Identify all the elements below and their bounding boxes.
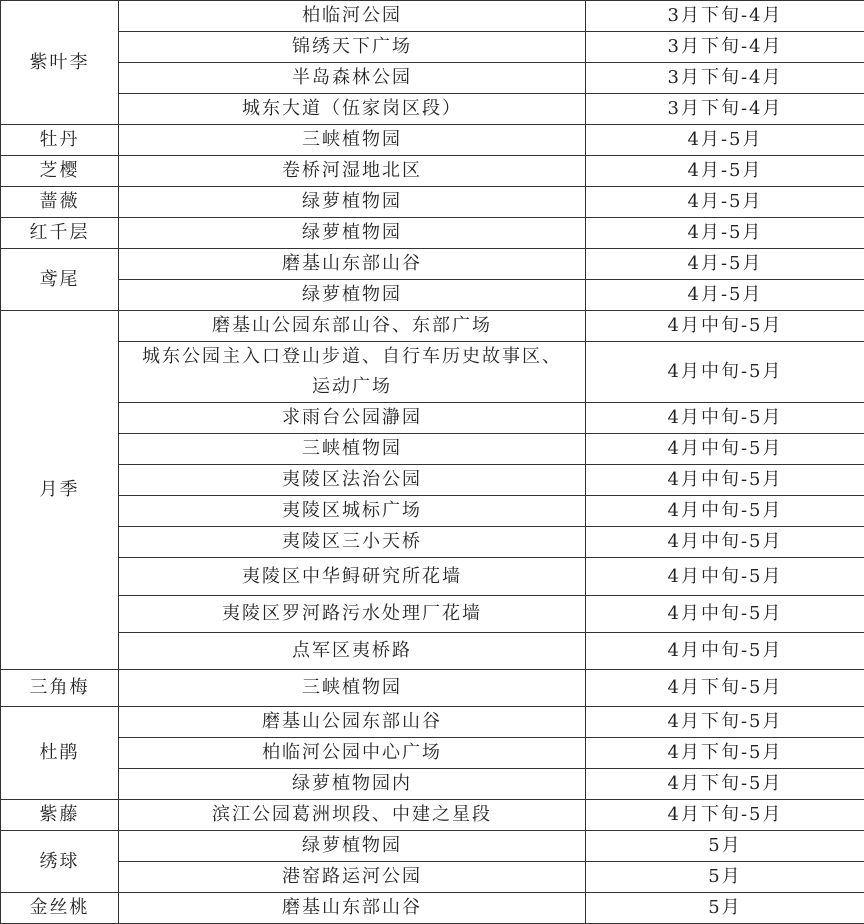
flower-name-cell: 牡丹	[1, 125, 119, 156]
location-cell: 柏临河公园	[119, 1, 586, 32]
location-cell: 求雨台公园瀞园	[119, 403, 586, 434]
location-cell: 锦绣天下广场	[119, 32, 586, 63]
table-row	[1, 465, 864, 496]
bloom-period-cell: 4月下旬-5月	[586, 707, 864, 738]
location-cell: 夷陵区中华鲟研究所花墙	[119, 558, 586, 596]
table-row	[1, 32, 864, 63]
bloom-period-cell: 4月中旬-5月	[586, 311, 864, 342]
table-row	[1, 831, 864, 862]
table-row	[1, 403, 864, 434]
location-cell: 夷陵区罗河路污水处理厂花墙	[119, 596, 586, 633]
table-row	[1, 862, 864, 893]
bloom-period-cell: 5月	[586, 893, 864, 924]
location-cell: 磨基山公园东部山谷	[119, 707, 586, 738]
flower-name-cell: 绣球	[1, 831, 119, 893]
flower-name-cell: 三角梅	[1, 670, 119, 707]
location-cell: 绿萝植物园内	[119, 769, 586, 800]
flower-name-cell: 月季	[1, 311, 119, 670]
bloom-period-cell: 4月下旬-5月	[586, 738, 864, 769]
bloom-period-cell: 4月下旬-5月	[586, 670, 864, 707]
table-row	[1, 94, 864, 125]
bloom-period-cell: 4月中旬-5月	[586, 434, 864, 465]
location-cell: 绿萝植物园	[119, 831, 586, 862]
bloom-period-cell: 4月中旬-5月	[586, 558, 864, 596]
location-cell: 磨基山东部山谷	[119, 249, 586, 280]
table-row	[1, 527, 864, 558]
table-row	[1, 800, 864, 831]
bloom-period-cell: 4月-5月	[586, 156, 864, 187]
location-cell: 绿萝植物园	[119, 187, 586, 218]
location-cell: 港窑路运河公园	[119, 862, 586, 893]
flower-name-cell: 鸢尾	[1, 249, 119, 311]
location-cell: 磨基山公园东部山谷、东部广场	[119, 311, 586, 342]
bloom-period-cell: 3月下旬-4月	[586, 63, 864, 94]
location-cell: 绿萝植物园	[119, 218, 586, 249]
location-cell: 磨基山东部山谷	[119, 893, 586, 924]
table-row	[1, 633, 864, 670]
bloom-period-cell: 5月	[586, 831, 864, 862]
bloom-period-cell: 4月中旬-5月	[586, 342, 864, 403]
table-row	[1, 280, 864, 311]
table-row	[1, 218, 864, 249]
flower-name-cell: 金丝桃	[1, 893, 119, 924]
table-row	[1, 496, 864, 527]
bloom-period-cell: 4月下旬-5月	[586, 800, 864, 831]
table-row	[1, 342, 864, 403]
location-cell: 夷陵区三小天桥	[119, 527, 586, 558]
location-cell: 点军区夷桥路	[119, 633, 586, 670]
table-row	[1, 1, 864, 32]
flower-name-cell: 杜鹃	[1, 707, 119, 800]
table-row	[1, 156, 864, 187]
location-cell: 绿萝植物园	[119, 280, 586, 311]
bloom-period-cell: 3月下旬-4月	[586, 1, 864, 32]
bloom-period-cell: 3月下旬-4月	[586, 94, 864, 125]
location-cell: 柏临河公园中心广场	[119, 738, 586, 769]
bloom-period-cell: 4月中旬-5月	[586, 496, 864, 527]
table-row	[1, 125, 864, 156]
table-row	[1, 558, 864, 596]
bloom-period-cell: 4月-5月	[586, 249, 864, 280]
bloom-period-cell: 4月-5月	[586, 187, 864, 218]
flower-name-cell: 芝樱	[1, 156, 119, 187]
location-cell: 三峡植物园	[119, 670, 586, 707]
flower-name-cell: 紫叶李	[1, 1, 119, 125]
table-row	[1, 63, 864, 94]
bloom-period-cell: 4月中旬-5月	[586, 403, 864, 434]
flower-name-cell: 紫藤	[1, 800, 119, 831]
location-cell: 城东大道（伍家岗区段）	[119, 94, 586, 125]
location-cell: 滨江公园葛洲坝段、中建之星段	[119, 800, 586, 831]
table-row	[1, 596, 864, 633]
location-cell: 夷陵区法治公园	[119, 465, 586, 496]
table-row	[1, 769, 864, 800]
location-cell: 三峡植物园	[119, 434, 586, 465]
table-row	[1, 670, 864, 707]
bloom-period-cell: 4月-5月	[586, 125, 864, 156]
bloom-period-cell: 3月下旬-4月	[586, 32, 864, 63]
location-cell: 夷陵区城标广场	[119, 496, 586, 527]
flower-name-cell: 红千层	[1, 218, 119, 249]
table-row	[1, 311, 864, 342]
table-row	[1, 893, 864, 924]
bloom-period-cell: 4月下旬-5月	[586, 769, 864, 800]
bloom-period-cell: 5月	[586, 862, 864, 893]
table-body	[1, 1, 864, 924]
location-cell: 卷桥河湿地北区	[119, 156, 586, 187]
table-row	[1, 707, 864, 738]
location-cell: 三峡植物园	[119, 125, 586, 156]
bloom-period-cell: 4月-5月	[586, 280, 864, 311]
table-row	[1, 434, 864, 465]
bloom-period-cell: 4月-5月	[586, 218, 864, 249]
bloom-period-cell: 4月中旬-5月	[586, 596, 864, 633]
bloom-period-cell: 4月中旬-5月	[586, 633, 864, 670]
flower-name-cell: 蔷薇	[1, 187, 119, 218]
bloom-period-cell: 4月中旬-5月	[586, 527, 864, 558]
location-cell: 半岛森林公园	[119, 63, 586, 94]
bloom-period-cell: 4月中旬-5月	[586, 465, 864, 496]
table-row	[1, 738, 864, 769]
table-row	[1, 187, 864, 218]
location-cell: 城东公园主入口登山步道、自行车历史故事区、运动广场	[119, 342, 586, 403]
table-row	[1, 249, 864, 280]
